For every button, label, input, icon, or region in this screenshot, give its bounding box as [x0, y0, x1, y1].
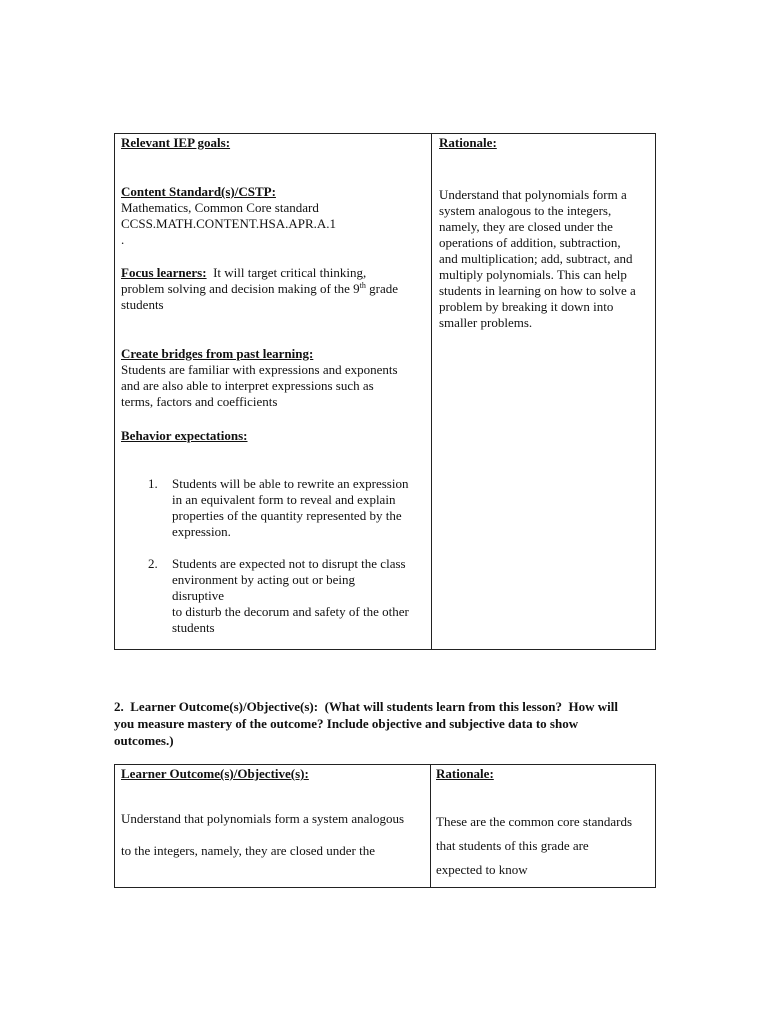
content-standard-code: CCSS.MATH.CONTENT.HSA.APR.A.1: [121, 216, 337, 231]
section-2-line: outcomes.): [114, 733, 174, 748]
learner-outcome-text: [121, 811, 426, 859]
list-line: environment by acting out or being disruptive: [172, 572, 356, 603]
content-standard-block: [121, 184, 421, 248]
focus-learners-text-3: students: [121, 297, 164, 312]
list-line: expression.: [172, 524, 231, 539]
content-standard-line: Mathematics, Common Core standard: [121, 200, 319, 215]
iep-goals-label: Relevant IEP goals:: [121, 135, 231, 150]
list-item: [148, 556, 410, 636]
rationale-line: operations of addition, subtraction,: [439, 235, 621, 250]
focus-learners-grade: grade: [365, 281, 399, 296]
list-line: Students will be able to rewrite an expression: [172, 476, 409, 491]
list-line: students: [172, 620, 215, 635]
list-number: 1.: [148, 476, 158, 491]
rationale-line: multiply polynomials. This can help: [439, 267, 627, 282]
outcome-rationale-text: [436, 810, 652, 882]
list-line: to disturb the decorum and safety of the other: [172, 604, 409, 619]
section-2-heading: [114, 698, 659, 749]
lesson-plan-table: [114, 133, 656, 650]
rationale-line: system analogous to the integers,: [439, 203, 612, 218]
rationale-line: and multiplication; add, subtract, and: [439, 251, 633, 266]
outcome-line: to the integers, namely, they are closed under the: [121, 843, 376, 858]
focus-learners-text-2: problem solving and decision making of the 9: [121, 281, 360, 296]
rationale-text: [439, 187, 655, 331]
section-2-line: you measure mastery of the outcome? Include objective and subjective data to show: [114, 716, 579, 731]
focus-learners-block: [121, 265, 426, 313]
bridges-block: [121, 346, 426, 410]
rationale-line: problem by breaking it down into: [439, 299, 614, 314]
focus-learners-text: It will target critical thinking,: [206, 265, 367, 280]
content-standard-label: Content Standard(s)/CSTP:: [121, 184, 276, 199]
column-divider: [431, 134, 432, 649]
rationale-line: namely, they are closed under the: [439, 219, 613, 234]
bridges-label: Create bridges from past learning:: [121, 346, 314, 361]
rationale-line: students in learning on how to solve a: [439, 283, 636, 298]
bridges-line: terms, factors and coefficients: [121, 394, 278, 409]
list-line: Students are expected not to disrupt the class: [172, 556, 406, 571]
focus-learners-label: Focus learners:: [121, 265, 207, 280]
rationale-label: Rationale:: [436, 766, 494, 781]
rationale-line: Understand that polynomials form a: [439, 187, 627, 202]
column-divider: [430, 765, 431, 887]
rationale-label: Rationale:: [439, 135, 497, 150]
outcome-rationale-line: These are the common core standards: [436, 814, 633, 829]
behavior-list: [148, 476, 410, 636]
bridges-line: Students are familiar with expressions and exponents: [121, 362, 398, 377]
section-2-line: 2. Learner Outcome(s)/Objective(s): (What will students learn from this lesson? How will: [114, 699, 618, 714]
list-number: 2.: [148, 556, 158, 571]
learner-outcome-label: Learner Outcome(s)/Objective(s):: [121, 766, 309, 781]
list-item: [148, 476, 410, 540]
outcome-rationale-line: that students of this grade are: [436, 838, 589, 853]
learner-outcome-table: [114, 764, 656, 888]
content-standard-dot: .: [121, 232, 125, 247]
outcome-rationale-line: expected to know: [436, 862, 528, 877]
rationale-line: smaller problems.: [439, 315, 533, 330]
list-line: in an equivalent form to reveal and explain: [172, 492, 396, 507]
bridges-line: and are also able to interpret expressions such as: [121, 378, 374, 393]
list-line: properties of the quantity represented by the: [172, 508, 402, 523]
outcome-line: Understand that polynomials form a system analogous: [121, 811, 405, 826]
superscript-th: th: [359, 281, 366, 290]
behavior-expectations-label: Behavior expectations:: [121, 428, 248, 443]
